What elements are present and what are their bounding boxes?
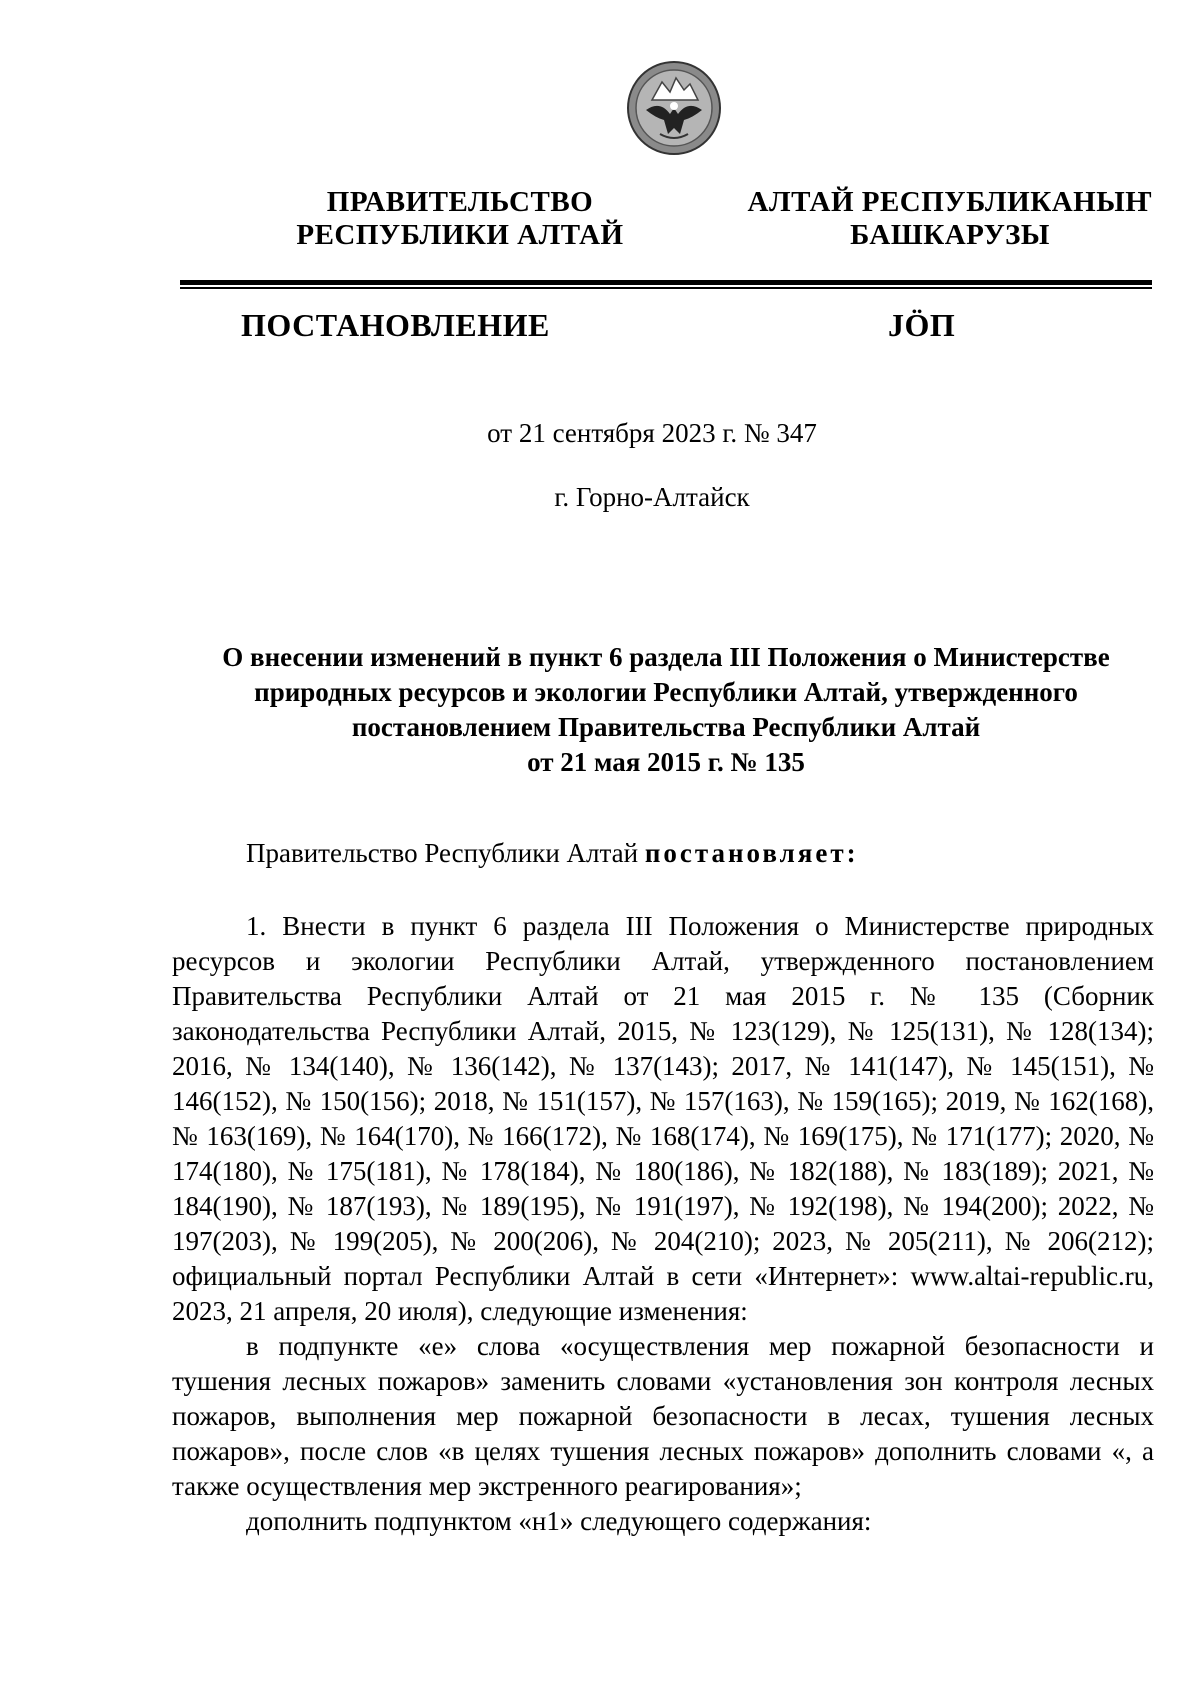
doc-type-altai: JӦП (888, 307, 956, 343)
preamble-verb: постановляет: (644, 838, 859, 868)
title-line2: природных ресурсов и экологии Республики Алтай, утвержденного (254, 677, 1078, 707)
preamble-text: Правительство Республики Алтай (246, 838, 645, 868)
org-right-line1: АЛТАЙ РЕСПУБЛИКАНЫҤ (747, 186, 1153, 218)
header-divider-thick (180, 280, 1152, 285)
document-date-number: от 21 сентября 2023 г. № 347 (487, 418, 817, 448)
document-body (172, 836, 1154, 1539)
doc-type-russian: ПОСТАНОВЛЕНИЕ (241, 307, 550, 343)
resolution-preamble (172, 836, 1154, 871)
paragraph-3: дополнить подпунктом «н1» следующего содержания: (246, 1506, 872, 1536)
org-left-line1: ПРАВИТЕЛЬСТВО (326, 186, 594, 218)
org-name-altai (730, 186, 1170, 252)
header-divider-thin (180, 287, 1152, 289)
title-line3: постановлением Правительства Республики Алтай (351, 712, 981, 742)
document-title (180, 640, 1152, 780)
coat-of-arms-icon (626, 60, 722, 156)
org-name-russian (225, 186, 695, 252)
org-left-line2: РЕСПУБЛИКИ АЛТАЙ (296, 219, 624, 251)
paragraph-2: в подпункте «е» слова «осуществления мер пожарной безопасности и тушения лесных пожаров» заменить словами «установления зон контроля лесных пожаров, выполнения мер пожарной безопасности в лесах, тушения лесных пожаров», после слов «в целях тушения лесных пожаров» дополнить словами «, а также осуществления мер экстренного реагирования»; (172, 1331, 1154, 1501)
org-right-line2: БАШКАРУЗЫ (850, 219, 1050, 251)
paragraph-1: 1. Внести в пункт 6 раздела III Положения о Министерстве природных ресурсов и экологии Республики Алтай, утвержденного постановлением Правительства Республики Алтай от 21 мая 2015 г. № 135 (Сборник законодательства Республики Алтай, 2015, № 123(129), № 125(131), № 128(134); 2016, № 134(140), № 136(142), № 137(143); 2017, № 141(147), № 145(151), № 146(152), № 150(156); 2018, № 151(157), № 157(163), № 159(165); 2019, № 162(168), № 163(169), № 164(170), № 166(172), № 168(174), № 169(175), № 171(177); 2020, № 174(180), № 175(181), № 178(184), № 180(186), № 182(188), № 183(189); 2021, № 184(190), № 187(193), № 189(195), № 191(197), № 192(198), № 194(200); 2022, № 197(203), № 199(205), № 200(206), № 204(210); 2023, № 205(211), № 206(212); официальный портал Республики Алтай в сети «Интернет»: www.altai-republic.ru, 2023, 21 апреля, 20 июля), следующие изменения: (172, 911, 1154, 1326)
document-city: г. Горно-Алтайск (554, 482, 750, 512)
title-line1: О внесении изменений в пункт 6 раздела III Положения о Министерстве (222, 642, 1110, 672)
title-line4: от 21 мая 2015 г. № 135 (527, 747, 805, 777)
